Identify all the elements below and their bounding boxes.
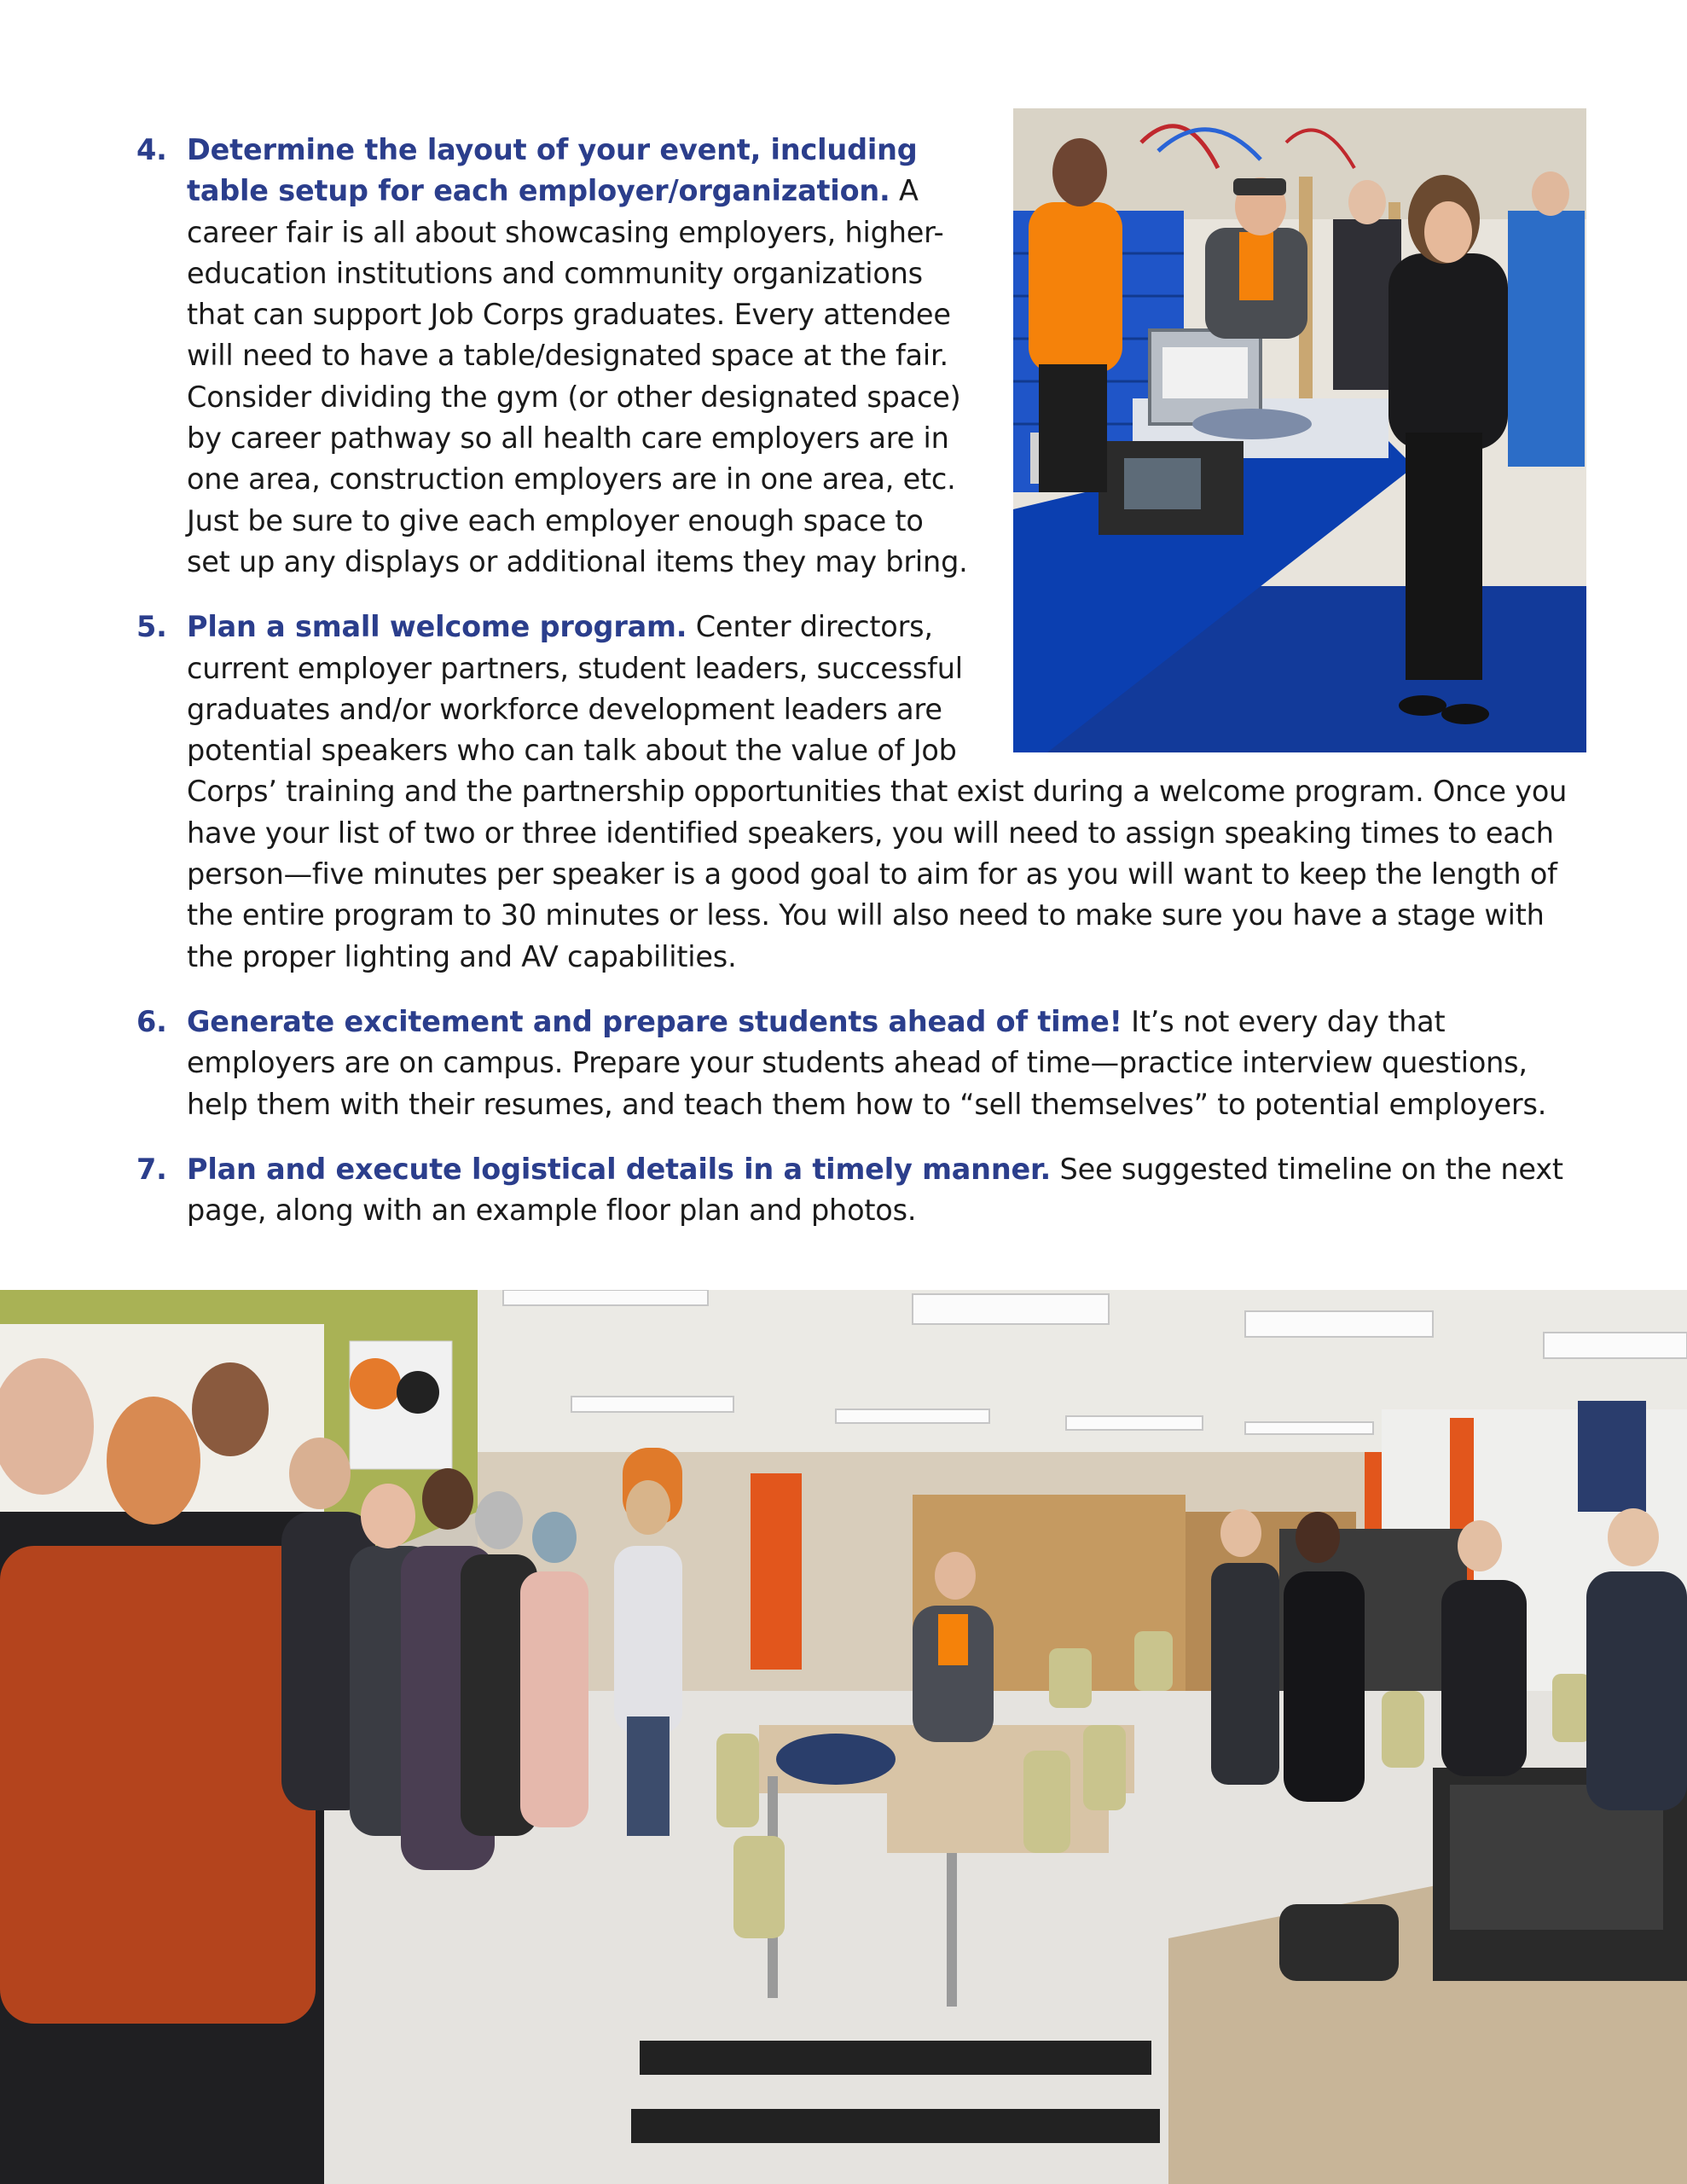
item-heading: Generate excitement and prepare students ahead of time!: [187, 1004, 1122, 1038]
list-number: 5.: [136, 610, 167, 644]
item-heading: Determine the layout of your event, including table setup for each employer/organization.: [187, 133, 918, 208]
list-item-6: [136, 1002, 1586, 1125]
list-number: 7.: [136, 1152, 167, 1186]
item-heading: Plan a small welcome program.: [187, 610, 687, 644]
item-heading: Plan and execute logistical details in a timely manner.: [187, 1152, 1052, 1186]
item-body: A career fair is all about showcasing employers, higher-education institutions and community organizations that can support Job Corps graduates. Every attendee will need to have a table/designated space at the fair. Consider dividing the gym (or other designated space) by career pathway so all health care employers are in one area, construction employers are in one area, etc. Just be sure to give each employer enough space to set up any displays or additional items they may bring.: [187, 174, 968, 578]
list-item-7: [136, 1149, 1586, 1232]
list-item-4: [136, 130, 1586, 583]
item-body: See suggested timeline on the next page, along with an example floor plan and photos.: [187, 1152, 1563, 1228]
list-number: 4.: [136, 133, 167, 166]
list-item-5: [136, 607, 1586, 978]
page-body: [136, 130, 1586, 1255]
classroom-tour-illustration: [0, 1290, 1687, 2184]
list-number: 6.: [136, 1004, 167, 1038]
item-body: Center directors, current employer partners, student leaders, successful graduates and/or workforce development leaders are potential speakers who can talk about the value of Job Corps’ training and the partnership opportunities that exist during a welcome program. Once you have your list of two or three identified speakers, you will need to assign speaking times to each person—five minutes per speaker is a good goal to aim for as you will want to keep the length of the entire program to 30 minutes or less. You will also need to make sure you have a stage with the proper lighting and AV capabilities.: [187, 610, 1568, 973]
item-body: It’s not every day that employers are on campus. Prepare your students ahead of time—practice interview questions, help them with their resumes, and teach them how to “sell themselves” to potential employers.: [187, 1004, 1547, 1121]
classroom-tour-photo: [0, 1290, 1687, 2184]
